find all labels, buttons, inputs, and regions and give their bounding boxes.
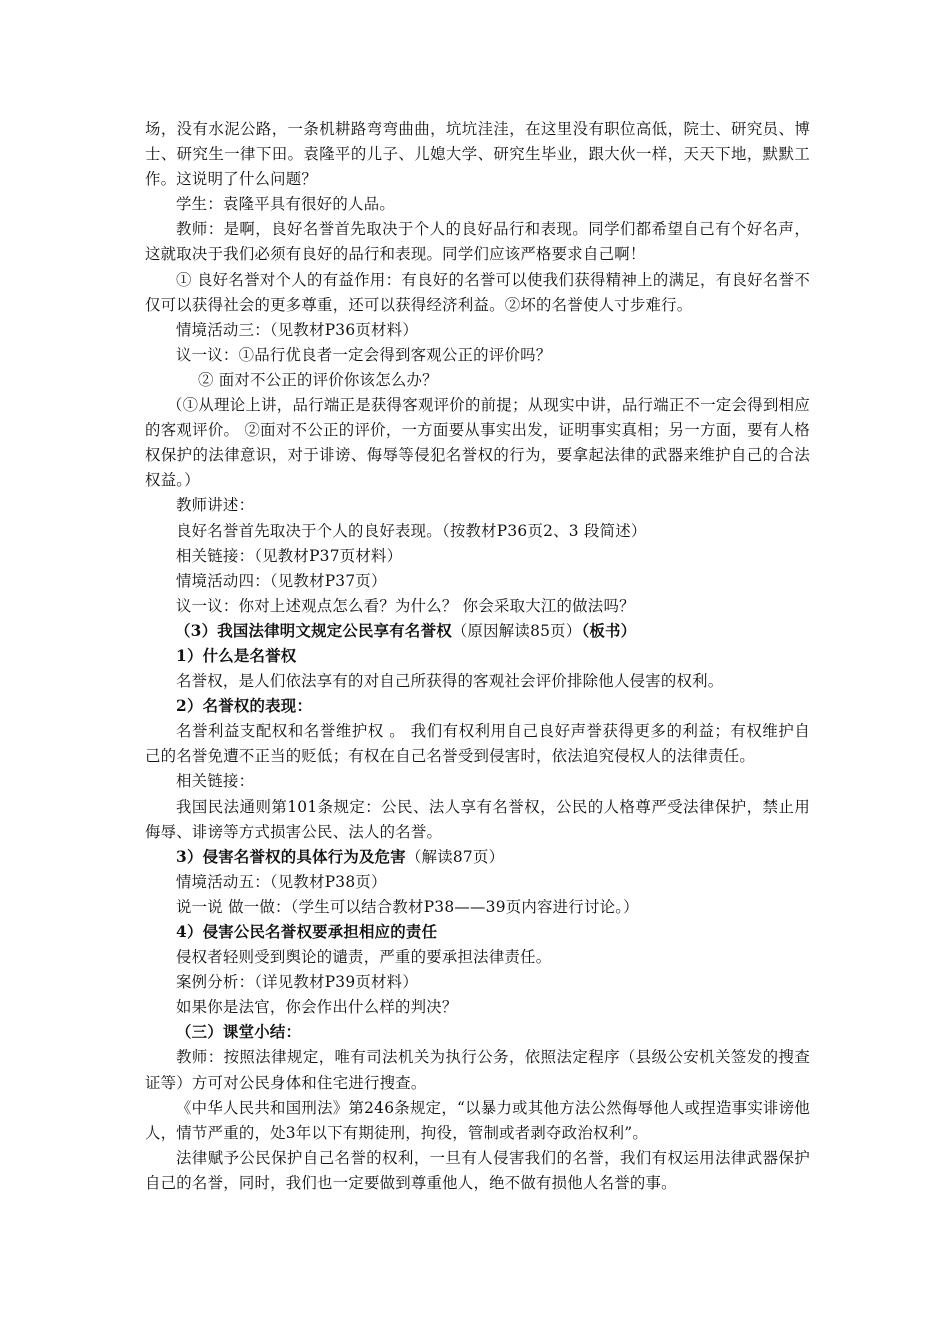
paragraph: 教师：是啊，良好名誉首先取决于个人的良好品行和表现。同学们都希望自己有个好名声，这就取决于我们必须有良好的品行和表现。同学们应该严格要求自己啊！ [145, 220, 810, 264]
paragraph: ② 面对不公正的评价你该怎么办？ [198, 370, 438, 389]
paragraph: 名誉权，是人们依法享有的对自己所获得的客观社会评价排除他人侵害的权利。 [176, 672, 724, 691]
paragraph: 教师讲述： [176, 496, 255, 515]
paragraph: 学生：袁隆平具有很好的人品。 [176, 195, 395, 214]
paragraph: 议一议：①品行优良者一定会得到客观公正的评价吗？ [176, 345, 552, 364]
paragraph: 情境活动三：（见教材P36页材料） [176, 320, 418, 339]
paragraph: 《中华人民共和国刑法》第246条规定，“以暴力或其他方法公然侮辱他人或捏造事实诽谤他人，情节严重的，处3年以下有期徒刑，拘役，管制或者剥夺政治权利”。 [145, 1098, 810, 1142]
paragraph: 相关链接：（见教材P37页材料） [176, 546, 403, 565]
paragraph: 侵权者轻则受到舆论的谴责，严重的要承担法律责任。 [176, 948, 552, 967]
paragraph: 场，没有水泥公路，一条机耕路弯弯曲曲，坑坑洼洼，在这里没有职位高低，院士、研究员、博士、研究生一律下田。袁隆平的儿子、儿媳大学、研究生毕业，跟大伙一样，天天下地，默默工作。这说明了什么问题？ [145, 120, 810, 189]
paragraph: 法律赋予公民保护自己名誉的权利，一旦有人侵害我们的名誉，我们有权运用法律武器保护自己的名誉，同时，我们也一定要做到尊重他人，绝不做有损他人名誉的事。 [145, 1148, 810, 1192]
heading-note: （原因解读85页） [451, 621, 582, 640]
paragraph: 说一说 做一做：（学生可以结合教材P38——39页内容进行讨论。） [176, 897, 639, 916]
subheading-text: 3）侵害名誉权的具体行为及危害 [176, 847, 406, 866]
paragraph: 我国民法通则第101条规定：公民、法人享有名誉权，公民的人格尊严受法律保护，禁止用侮辱、诽谤等方式损害公民、法人的名誉。 [145, 797, 810, 841]
document-body [145, 117, 810, 1196]
paragraph: （①从理论上讲，品行端正是获得客观评价的前提；从现实中讲，品行端正不一定会得到相应的客观评价。 ②面对不公正的评价，一方面要从事实出发，证明事实真相；另一方面，要有人格权保护的法律意识，对于诽谤、侮辱等侵犯名誉权的行为，要拿起法律的武器来维护自己的合法权益。） [145, 396, 810, 490]
paragraph: 情境活动五：（见教材P38页） [176, 872, 387, 891]
paragraph: 如果你是法官，你会作出什么样的判决？ [176, 998, 458, 1017]
paragraph: 议一议：你对上述观点怎么看？为什么？ 你会采取大江的做法吗？ [176, 596, 635, 615]
paragraph: 良好名誉首先取决于个人的良好表现。（按教材P36页2、3 段简述） [176, 521, 647, 540]
subheading: 2）名誉权的表现： [176, 697, 313, 716]
paragraph: 案例分析：（详见教材P39页材料） [176, 973, 418, 992]
paragraph: 相关链接： [176, 772, 255, 791]
paragraph: 情境活动四：（见教材P37页） [176, 571, 387, 590]
subheading [145, 845, 810, 870]
subheading-note: （解读87页） [405, 847, 505, 866]
paragraph: ① 良好名誉对个人的有益作用：有良好的名誉可以使我们获得精神上的满足，有良好名誉不仅可以获得社会的更多尊重，还可以获得经济利益。②坏的名誉使人寸步难行。 [145, 270, 810, 314]
heading-text: （3）我国法律明文规定公民享有名誉权 [175, 621, 452, 640]
heading-tag: （板书） [581, 621, 637, 640]
subheading: 1）什么是名誉权 [176, 646, 297, 665]
section-heading [145, 619, 810, 644]
subheading: 4）侵害公民名誉权要承担相应的责任 [176, 923, 438, 941]
paragraph: 名誉利益支配权和名誉维护权 。 我们有权利用自己良好声誉获得更多的利益；有权维护自己的名誉免遭不正当的贬低；有权在自己名誉受到侵害时，依法追究侵权人的法律责任。 [145, 722, 810, 766]
section-heading: （三）课堂小结： [176, 1023, 302, 1042]
paragraph: 教师：按照法律规定，唯有司法机关为执行公务，依照法定程序（县级公安机关签发的搜查证等）方可对公民身体和住宅进行搜查。 [145, 1048, 810, 1092]
